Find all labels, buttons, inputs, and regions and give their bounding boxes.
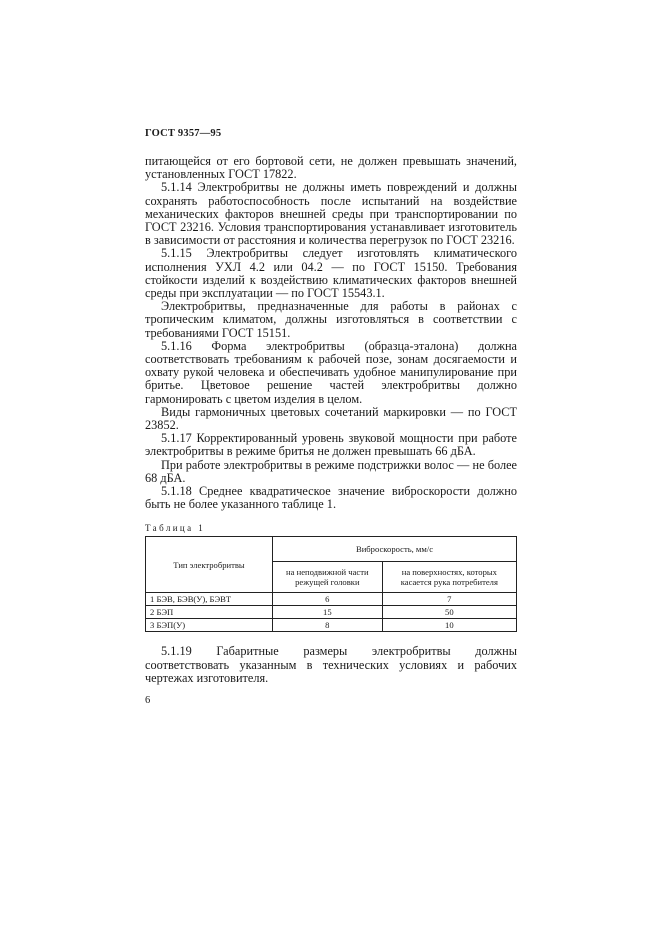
table-cell-value: 7	[382, 593, 516, 606]
table-cell-type: 1 БЭВ, БЭВ(У), БЭВТ	[146, 593, 273, 606]
page-number: 6	[145, 695, 151, 707]
table-cell-value: 8	[273, 619, 383, 632]
paragraph: 5.1.19 Габаритные размеры электробритвы должны соответствовать указанным в технических условиях и рабочих чертежах изготовителя.	[145, 644, 517, 685]
paragraph: Электробритвы, предназначенные для работы в районах с тропическим климатом, должны изготовляться в соответствии с требованиями ГОСТ 15151.	[145, 299, 517, 340]
table-cell-value: 10	[382, 619, 516, 632]
paragraph: 5.1.18 Среднее квадратическое значение виброскорости должно быть не более указанного таблице 1.	[145, 484, 517, 512]
table-cell-type: 2 БЭП	[146, 606, 273, 619]
paragraph: При работе электробритвы в режиме подстрижки волос — не более 68 дБА.	[145, 457, 517, 485]
paragraph: питающейся от его бортовой сети, не должен превышать значений, установленных ГОСТ 17822.	[145, 154, 517, 182]
table-row	[146, 619, 517, 632]
table-header-type: Тип электробритвы	[146, 537, 273, 593]
paragraph: 5.1.16 Форма электробритвы (образца-эталона) должна соответствовать требованиям к рабочей позе, зонам досягаемости и охвату рукой человека и обеспечивать удобное манипулирование при бритье. Цветовое решение частей электробритвы должно гармонировать с цветом изделия в целом.	[145, 338, 517, 406]
table-subheader-head: на неподвижной части режущей головки	[273, 562, 383, 593]
document-header: ГОСТ 9357—95	[145, 128, 222, 139]
document-page	[145, 128, 517, 706]
table-caption: Таблица 1	[145, 523, 206, 534]
table-cell-value: 50	[382, 606, 516, 619]
table-cell-type: 3 БЭП(У)	[146, 619, 273, 632]
table-row	[146, 593, 517, 606]
paragraph: 5.1.17 Корректированный уровень звуковой мощности при работе электробритвы в режиме бритья не должен превышать 66 дБА.	[145, 431, 517, 459]
table-row	[146, 606, 517, 619]
table-cell-value: 15	[273, 606, 383, 619]
paragraph: 5.1.15 Электробритвы следует изготовлять климатического исполнения УХЛ 4.2 или 04.2 — по ГОСТ 15150. Требования стойкости изделий к воздействию климатических факторов внешней среды при эксплуатации — по ГОСТ 15543.1.	[145, 246, 517, 301]
paragraph: 5.1.14 Электробритвы не должны иметь повреждений и должны сохранять работоспособность после испытаний на воздействие механических факторов внешней среды при транспортировании по ГОСТ 23216. Условия транспортирования устанавливает изготовитель в зависимости от расстояния и количества перегрузок по ГОСТ 23216.	[145, 180, 517, 248]
vibration-table	[145, 536, 517, 632]
table-header-vibration: Виброскорость, мм/с	[273, 537, 517, 562]
table-cell-value: 6	[273, 593, 383, 606]
paragraph: Виды гармоничных цветовых сочетаний маркировки — по ГОСТ 23852.	[145, 404, 517, 433]
table-subheader-surface: на поверхностях, которых касается рука потребителя	[382, 562, 516, 593]
